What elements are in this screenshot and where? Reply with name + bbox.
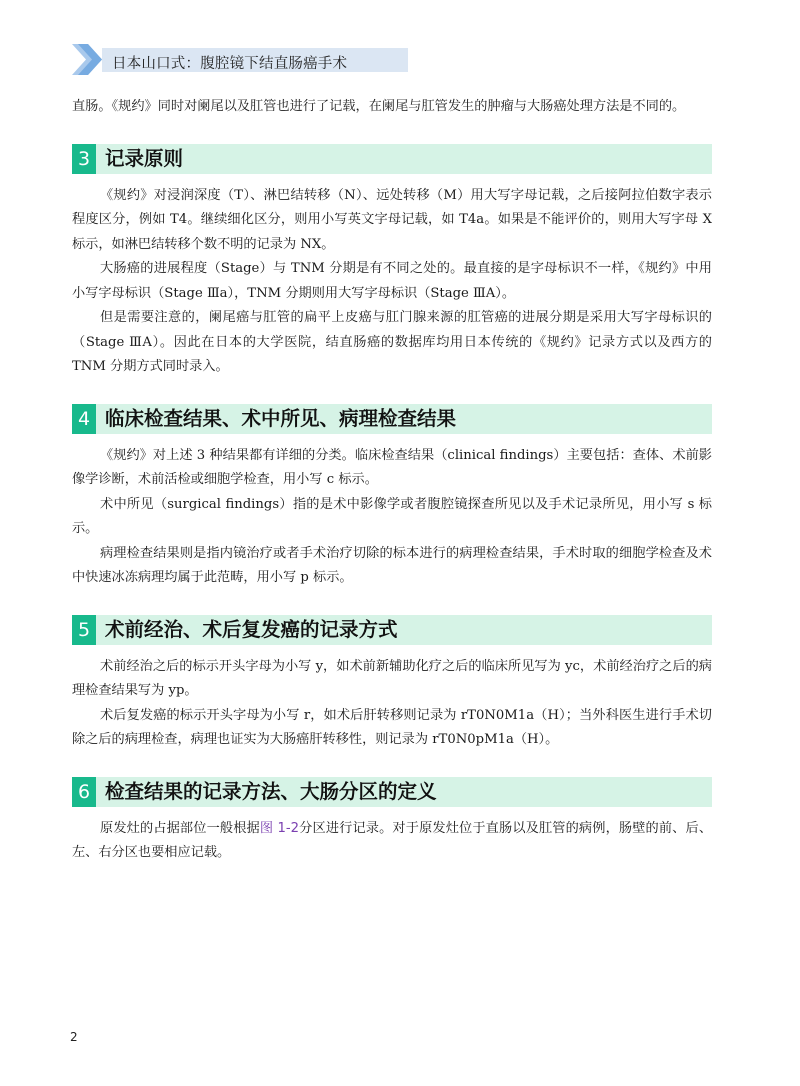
section-number: 5 [72, 615, 96, 645]
page-body [72, 95, 712, 866]
section-4-heading [72, 404, 712, 434]
section-5-paragraph-2: 术后复发癌的标示开头字母为小写 r，如术后肝转移则记录为 rT0N0M1a（H）；当外科医生进行手术切除之后的病理检查，病理也证实为大肠癌肝转移性，则记录为 rT0N0pM1a（H）。 [72, 707, 712, 747]
section-6-heading [72, 777, 712, 807]
intro-paragraph: 直肠。《规约》同时对阑尾以及肛管也进行了记载，在阑尾与肛管发生的肿瘤与大肠癌处理方法是不同的。 [72, 99, 686, 114]
section-title: 记录原则 [105, 146, 184, 170]
section-4-paragraph-2: 术中所见（surgical findings）指的是术中影像学或者腹腔镜探查所见以及手术记录所见，用小写 s 标示。 [72, 496, 712, 536]
section-4-paragraph-1: 《规约》对上述 3 种结果都有详细的分类。临床检查结果（clinical findings）主要包括：查体、术前影像学诊断，术前活检或细胞学检查，用小写 c 标示。 [72, 447, 712, 487]
section-6-paragraph-1 [72, 817, 712, 866]
section-title: 检查结果的记录方法、大肠分区的定义 [105, 779, 437, 803]
section-3-heading [72, 144, 712, 174]
section-3-paragraph-1: 《规约》对浸润深度（T）、淋巴结转移（N）、远处转移（M）用大写字母记载，之后接阿拉伯数字表示程度区分，例如 T4。继续细化区分，则用小写英文字母记载，如 T4a。如果是不能评价的，则用大写字母 X 标示，如淋巴结转移个数不明的记录为 NX。 [72, 187, 712, 252]
running-header-title: 日本山口式：腹腔镜下结直肠癌手术 [112, 56, 348, 72]
section-number: 6 [72, 777, 96, 807]
section-3-paragraph-3: 但是需要注意的，阑尾癌与肛管的扁平上皮癌与肛门腺来源的肛管癌的进展分期是采用大写字母标识的（Stage ⅢA）。因此在日本的大学医院，结直肠癌的数据库均用日本传统的《规约》记录方式以及西方的 TNM 分期方式同时录入。 [72, 310, 712, 374]
paragraph-text: 分区进行记录。对于原发灶位于直肠以及肛管的病例，肠壁的前、后、左、右分区也要相应记载。 [72, 820, 713, 860]
section-4-paragraph-3: 病理检查结果则是指内镜治疗或者手术治疗切除的标本进行的病理检查结果，手术时取的细胞学检查及术中快速冰冻病理均属于此范畴，用小写 p 标示。 [72, 545, 712, 585]
section-title: 术前经治、术后复发癌的记录方式 [105, 617, 398, 641]
section-number: 3 [72, 144, 96, 174]
section-3-paragraph-2: 大肠癌的进展程度（Stage）与 TNM 分期是有不同之处的。最直接的是字母标识不一样，《规约》中用小写字母标识（Stage Ⅲa），TNM 分期则用大写字母标识（Stage ⅢA）。 [72, 261, 712, 301]
section-5-paragraph-1: 术前经治之后的标示开头字母为小写 y，如术前新辅助化疗之后的临床所见写为 yc，术前经治疗之后的病理检查结果写为 yp。 [72, 658, 712, 698]
figure-reference-link[interactable]: 图 1-2 [259, 820, 300, 836]
section-number: 4 [72, 404, 96, 434]
section-title: 临床检查结果、术中所见、病理检查结果 [105, 406, 457, 430]
section-5-heading [72, 615, 712, 645]
page-number: 2 [70, 1030, 78, 1044]
paragraph-text: 原发灶的占据部位一般根据 [100, 820, 260, 836]
chevron-decoration-icon [72, 44, 102, 75]
